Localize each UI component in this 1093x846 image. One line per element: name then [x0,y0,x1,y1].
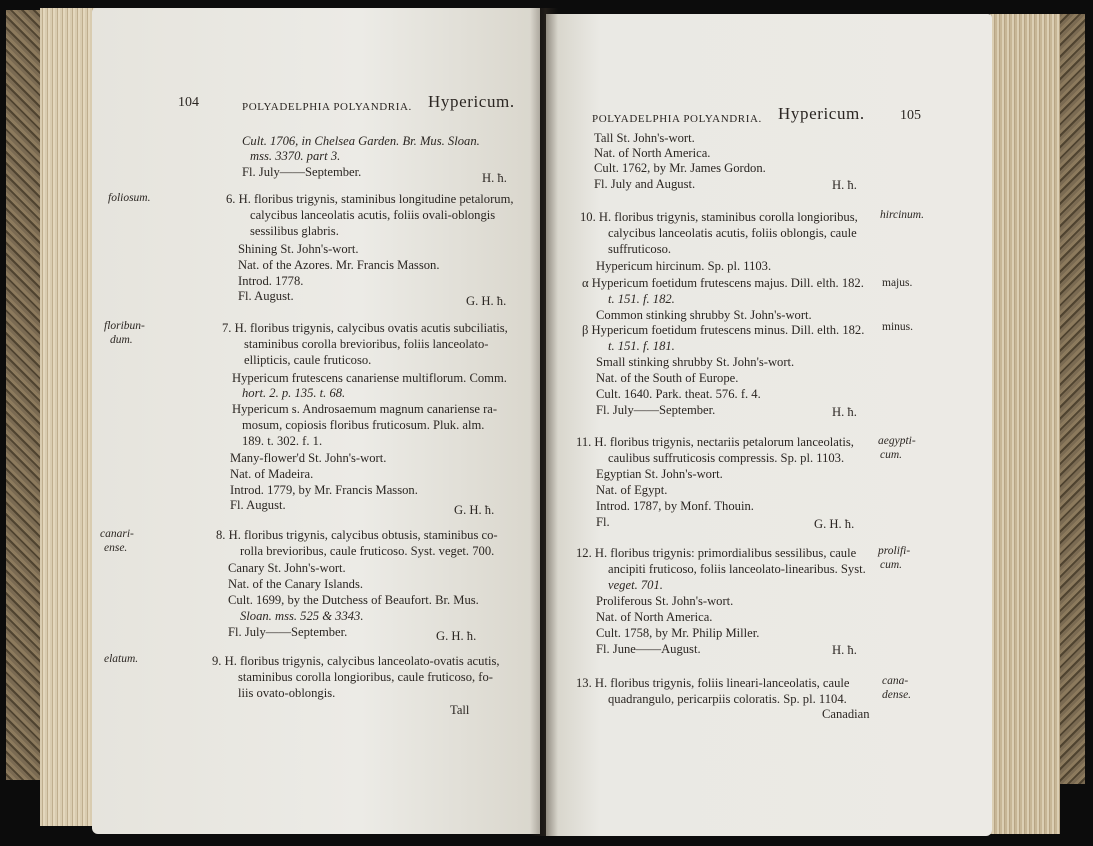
text-line: sessilibus glabris. [250,224,339,238]
text-line: ellipticis, caule fruticoso. [244,353,372,367]
text-line: 189. t. 302. f. 1. [242,434,323,448]
text-line: Fl. August. [230,498,286,512]
margin-note: ense. [104,542,128,554]
text-line: G. H. ħ. [454,503,495,517]
text-line: 11. H. floribus trigynis, nectariis petalorum lanceolatis, [576,435,854,449]
text-line: 7. H. floribus trigynis, calycibus ovatis acutis subciliatis, [222,321,508,335]
text-line: Egyptian St. John's-wort. [596,467,723,481]
margin-note: dense. [882,689,912,701]
text-line: H. ħ. [832,643,857,657]
text-line: Nat. of the Azores. Mr. Francis Masson. [238,258,440,272]
text-line: Hypericum hircinum. Sp. pl. 1103. [596,259,772,273]
text-line: Fl. August. [238,289,294,303]
text-line: ancipiti fruticoso, foliis lanceolato-linearibus. Syst. [608,562,866,576]
running-header-genus: Hypericum. [778,104,865,123]
right-page-edges [990,14,1060,834]
text-line: Fl. [596,515,610,529]
text-line: Sloan. mss. 525 & 3343. [240,609,364,623]
text-line: G. H. ħ. [466,294,507,308]
text-line: Nat. of North America. [596,610,713,624]
text-line: Cult. 1706, in Chelsea Garden. Br. Mus. Sloan. [242,134,480,148]
text-line: Tall St. John's-wort. [594,131,695,145]
text-line: quadrangulo, pericarpiis coloratis. Sp. pl. 1104. [608,692,847,706]
text-line: suffruticoso. [608,242,672,256]
text-line: G. H. ħ. [814,517,855,531]
text-line: 6. H. floribus trigynis, staminibus longitudine petalorum, [226,192,514,206]
text-line: Introd. 1787, by Monf. Thouin. [596,499,754,513]
right-page [546,14,992,836]
text-line: H. ħ. [482,171,507,185]
text-line: G. H. ħ. [436,629,477,643]
running-header-genus: Hypericum. [428,92,515,111]
text-line: rolla brevioribus, caule fruticoso. Syst. veget. 700. [240,544,495,558]
text-line: Cult. 1699, by the Dutchess of Beaufort. Br. Mus. [228,593,479,607]
page-number: 104 [178,95,199,110]
margin-note: dum. [110,334,133,346]
text-line: Hypericum frutescens canariense multiflorum. Comm. [232,371,507,385]
margin-note: hircinum. [880,209,924,221]
text-line: Cult. 1758, by Mr. Philip Miller. [596,626,760,640]
running-header: POLYADELPHIA POLYANDRIA. [242,101,412,113]
left-page [92,8,540,834]
text-line: mosum, copiosis floribus fruticosum. Pluk. alm. [242,418,485,432]
text-line: caulibus suffruticosis compressis. Sp. pl. 1103. [608,451,845,465]
text-line: H. ħ. [832,178,857,192]
text-line: Fl. July and August. [594,177,696,191]
margin-note: foliosum. [108,192,151,204]
text-line: Nat. of the South of Europe. [596,371,739,385]
margin-note: elatum. [104,653,139,665]
margin-note: floribun- [104,320,145,332]
text-line: Common stinking shrubby St. John's-wort. [596,308,812,322]
text-line: α Hypericum foetidum frutescens majus. Dill. elth. 182. [582,276,864,290]
book-gutter [530,8,558,836]
text-line: Fl. July——September. [242,165,362,179]
text-line: 13. H. floribus trigynis, foliis lineari-lanceolatis, caule [576,676,850,690]
margin-note: minus. [882,321,913,333]
text-line: β Hypericum foetidum frutescens minus. Dill. elth. 182. [582,323,865,337]
text-line: Nat. of Madeira. [230,467,314,481]
text-line: Canary St. John's-wort. [228,561,346,575]
text-line: Cult. 1762, by Mr. James Gordon. [594,161,766,175]
text-line: Nat. of Egypt. [596,483,668,497]
catchword: Canadian [822,707,870,721]
text-line: Introd. 1778. [238,274,304,288]
margin-note: cana- [882,675,909,687]
margin-note: majus. [882,277,913,289]
text-line: Fl. June——August. [596,642,701,656]
margin-note: canari- [100,528,134,540]
margin-note: prolifi- [878,545,911,557]
text-line: veget. 701. [608,578,663,592]
text-line: Shining St. John's-wort. [238,242,359,256]
text-line: Small stinking shrubby St. John's-wort. [596,355,795,369]
margin-note: cum. [880,559,903,571]
text-line: t. 151. f. 182. [608,292,675,306]
margin-note: aegypti- [878,435,916,447]
text-line: calycibus lanceolatis acutis, foliis oblongis, caule [608,226,857,240]
text-line: Many-flower'd St. John's-wort. [230,451,387,465]
text-line: calycibus lanceolatis acutis, foliis ovali-oblongis [250,208,496,222]
text-line: staminibus corolla longioribus, caule fruticoso, fo- [238,670,493,684]
text-line: Cult. 1640. Park. theat. 576. f. 4. [596,387,761,401]
text-line: mss. 3370. part 3. [250,149,341,163]
text-line: t. 151. f. 181. [608,339,675,353]
text-line: hort. 2. p. 135. t. 68. [242,386,346,400]
text-line: Introd. 1779, by Mr. Francis Masson. [230,483,418,497]
running-header: POLYADELPHIA POLYANDRIA. [592,113,762,125]
text-line: liis ovato-oblongis. [238,686,336,700]
text-line: Nat. of North America. [594,146,711,160]
page-number: 105 [900,108,921,123]
text-line: H. ħ. [832,405,857,419]
text-line: Nat. of the Canary Islands. [228,577,363,591]
text-line: Fl. July——September. [596,403,716,417]
text-line: staminibus corolla brevioribus, foliis lanceolato- [244,337,489,351]
text-line: 12. H. floribus trigynis: primordialibus sessilibus, caule [576,546,857,560]
catchword: Tall [450,703,470,717]
text-line: Proliferous St. John's-wort. [596,594,734,608]
text-line: 9. H. floribus trigynis, calycibus lanceolato-ovatis acutis, [212,654,500,668]
text-line: 8. H. floribus trigynis, calycibus obtusis, staminibus co- [216,528,498,542]
text-line: 10. H. floribus trigynis, staminibus corolla longioribus, [580,210,858,224]
text-line: Fl. July——September. [228,625,348,639]
text-line: Hypericum s. Androsaemum magnum canariense ra- [232,402,498,416]
margin-note: cum. [880,449,903,461]
